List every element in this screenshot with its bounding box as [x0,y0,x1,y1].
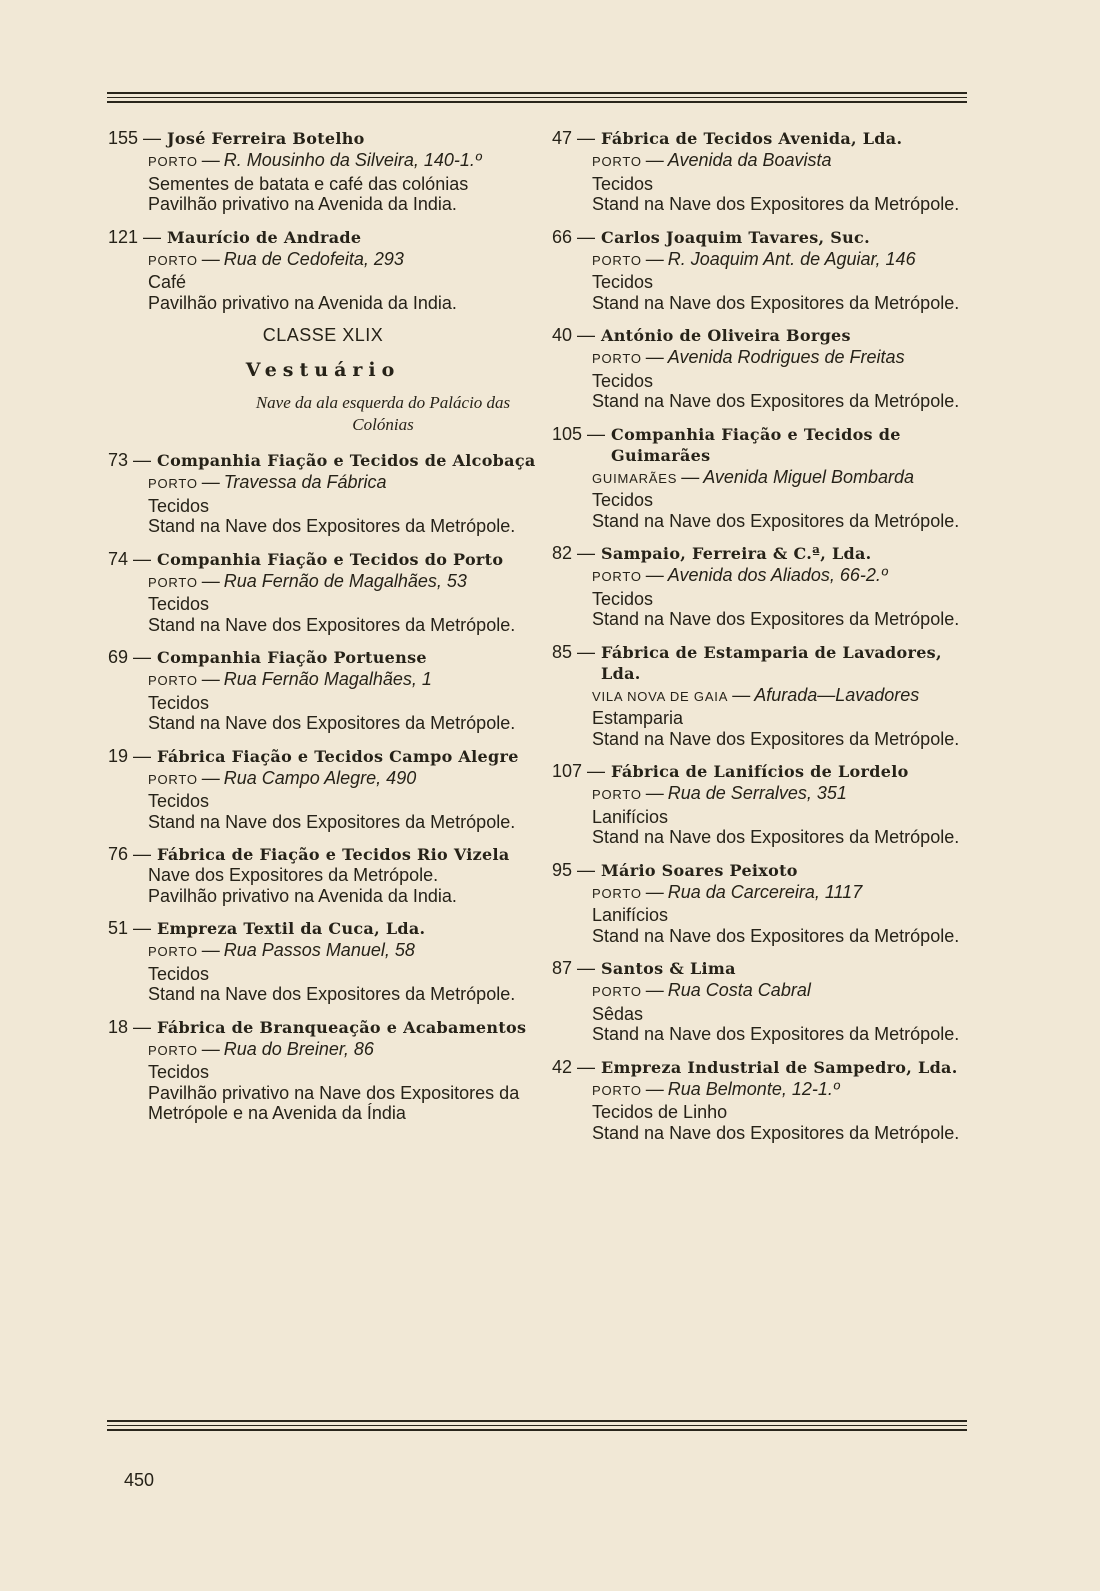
address-separator: — [645,248,664,269]
entry-address [592,685,982,708]
address-separator: — [201,669,220,689]
entry-description-line: Tecidos [592,173,654,194]
entry-description-line: Tecidos [592,490,654,510]
entry-description-line: Stand na Nave dos Expositores da Metrópole. [148,516,516,536]
entry-header [552,642,982,684]
right-entries [552,128,982,1143]
exhibitor-name: Carlos Joaquim Tavares, Suc. [601,227,870,247]
address-separator: — [201,150,220,170]
entry-header [552,424,982,466]
address-city: PORTO [592,569,642,584]
entry-description-line: Stand na Nave dos Expositores da Metrópole. [592,609,960,629]
entry-address [148,669,538,692]
entry-description-line: Stand na Nave dos Expositores da Metrópole. [148,713,516,733]
entry-header [108,844,538,865]
entry-description-line: Lanifícios [592,905,669,925]
entry-number: 105 — [552,423,606,444]
address-city: PORTO [592,984,642,999]
exhibitor-entry [552,761,982,848]
address-separator: — [645,1078,664,1099]
entry-header [552,543,982,564]
entry-description-line: Pavilhão privativo na Avenida da India. [148,292,457,313]
exhibitor-name: José Ferreira Botelho [167,129,365,148]
address-separator: — [732,684,751,705]
entry-address [148,1039,538,1062]
address-city: PORTO [592,351,642,366]
entry-description-line: Stand na Nave dos Expositores da Metrópole. [592,510,960,531]
entry-address [148,768,538,791]
entry-description-line: Lanifícios [592,806,669,827]
address-street: Rua da Carcereira, 1117 [667,881,863,902]
entry-number: 87 — [552,958,596,978]
entry-address [148,150,538,173]
entry-description-line: Estamparia [592,708,684,728]
class-heading: CLASSE XLIX [262,325,384,345]
address-city: PORTO [592,787,642,802]
address-street: Rua Fernão Magalhães, 1 [223,669,432,689]
entry-header [108,227,538,248]
exhibitor-entry [108,1017,538,1124]
address-street: Travessa da Fábrica [223,472,387,492]
address-separator: — [201,940,220,960]
bottom-rule [107,1420,967,1434]
address-separator: — [201,767,220,788]
entry-number: 155 — [108,128,162,148]
entry-description-line: Stand na Nave dos Expositores da Metrópole. [148,811,516,832]
entry-number: 107 — [552,761,606,781]
entry-description-line: Stand na Nave dos Expositores da Metrópole. [148,614,516,635]
exhibitor-name: Empreza Textil da Cuca, Lda. [157,919,426,938]
address-separator: — [645,347,664,367]
exhibitor-name: António de Oliveira Borges [601,326,851,345]
entry-address [148,249,538,272]
address-separator: — [645,980,664,1000]
address-separator: — [201,1038,220,1059]
exhibitor-name: Fábrica de Estamparia de Lavadores, Lda. [601,642,942,683]
entry-description-line: Tecidos [148,791,210,811]
entry-address [148,472,538,495]
entry-address [592,1079,982,1102]
entry-description-line: Stand na Nave dos Expositores da Metrópole. [592,194,960,214]
entry-description-line: Tecidos [148,1062,210,1082]
address-city: PORTO [592,154,642,169]
exhibitor-name: Fábrica de Fiação e Tecidos Rio Vizela [157,845,510,864]
exhibitor-entry [108,549,538,636]
entry-number: 76 — [108,844,152,864]
entry-address [592,249,982,272]
address-street: Avenida Miguel Bombarda [703,466,915,487]
entry-header [552,128,982,149]
exhibitor-entry [108,128,538,215]
entry-description-line: Pavilhão privativo na Avenida da India. [148,194,457,214]
address-street: Afurada—Lavadores [754,684,920,705]
exhibitor-name: Companhia Fiação e Tecidos de Guimarães [611,424,901,465]
address-street: Rua Fernão de Magalhães, 53 [223,570,467,591]
entry-address [592,467,982,490]
entry-description-line: Stand na Nave dos Expositores da Metrópole. [592,925,960,946]
address-separator: — [201,472,220,492]
right-column [552,128,982,1155]
entry-description-line: Tecidos [148,594,210,614]
entry-header [108,746,538,767]
entry-header [108,647,538,668]
exhibitor-name: Fábrica de Tecidos Avenida, Lda. [601,129,903,148]
entry-description-line: Tecidos [148,692,210,713]
exhibitor-entry [108,746,538,833]
address-street: R. Joaquim Ant. de Aguiar, 146 [667,248,916,269]
entry-header [108,1017,538,1038]
entry-address [592,882,982,905]
address-city: PORTO [148,476,198,491]
address-city: PORTO [148,944,198,959]
address-street: Rua Campo Alegre, 490 [223,767,417,788]
exhibitor-name: Santos & Lima [601,959,736,978]
address-city: PORTO [148,252,198,268]
address-street: Rua Passos Manuel, 58 [223,940,415,960]
address-city: PORTO [592,885,642,901]
exhibitor-entry [552,642,982,750]
entry-number: 74 — [108,548,152,569]
address-separator: — [645,565,664,585]
address-city: PORTO [148,154,198,169]
entry-header [108,549,538,570]
address-street: Avenida da Boavista [667,150,832,170]
entry-description-line: Tecidos de Linho [592,1102,728,1122]
entry-description-line: Tecidos [592,588,654,609]
exhibitor-entry [552,325,982,412]
entry-address [592,150,982,173]
entry-description-line: Tecidos [148,963,210,984]
entry-description-line: Stand na Nave dos Expositores da Metrópole. [592,827,960,847]
address-city: PORTO [592,1082,642,1098]
exhibitor-entry [108,918,538,1005]
address-separator: — [645,783,664,803]
entry-description-line: Tecidos [592,370,654,391]
entry-header [552,860,982,881]
entry-header [108,918,538,939]
exhibitor-name: Fábrica de Lanifícios de Lordelo [611,762,909,781]
address-separator: — [681,466,700,487]
entry-number: 18 — [108,1016,152,1037]
exhibitor-name: Sampaio, Ferreira & C.ª, Lda. [601,544,872,563]
entry-address [148,940,538,963]
left-column [108,128,538,1136]
section-title: Vestuário [245,358,401,381]
address-separator: — [201,570,220,591]
top-rule [107,92,967,106]
exhibitor-entry [108,227,538,314]
exhibitor-name: Mário Soares Peixoto [601,860,798,880]
entry-description-line: Stand na Nave dos Expositores da Metrópole. [592,1024,960,1044]
entry-description-line: Stand na Nave dos Expositores da Metrópole. [148,984,516,1004]
entry-number: 47 — [552,128,596,148]
exhibitor-entry [552,1057,982,1144]
left-top-entries [108,128,538,313]
exhibitor-entry [108,844,538,906]
entry-description-line: Sementes de batata e café das colónias [148,173,469,194]
address-street: Rua Costa Cabral [667,980,811,1000]
address-street: Rua de Cedofeita, 293 [223,248,404,269]
entry-address [148,571,538,594]
entry-header [108,450,538,471]
entry-description-line: Stand na Nave dos Expositores da Metrópole. [592,728,960,749]
exhibitor-entry [552,543,982,630]
address-city: PORTO [148,574,198,590]
entry-number: 66 — [552,226,596,247]
address-street: Rua de Serralves, 351 [667,783,847,803]
address-city: PORTO [592,252,642,268]
entry-header [552,325,982,346]
exhibitor-entry [108,647,538,734]
entry-header [552,958,982,979]
entry-number: 95 — [552,859,596,880]
address-separator: — [201,248,220,269]
entry-header [108,128,538,149]
entry-header [552,761,982,782]
page-number: 450 [124,1470,155,1490]
address-city: VILA NOVA DE GAIA [592,688,729,704]
address-city: PORTO [148,1042,198,1058]
entry-address [592,347,982,370]
exhibitor-entry [552,958,982,1045]
entry-address [592,980,982,1003]
address-street: R. Mousinho da Silveira, 140-1.º [223,150,482,170]
entry-description-line: Pavilhão privativo na Avenida da India. [148,885,457,906]
entry-number: 69 — [108,647,152,667]
entry-description-line: Stand na Nave dos Expositores da Metrópole. [592,1122,960,1143]
exhibitor-name: Companhia Fiação e Tecidos de Alcobaça [157,451,536,470]
entry-number: 121 — [108,226,162,247]
entry-header [552,227,982,248]
address-street: Rua do Breiner, 86 [223,1038,374,1059]
exhibitor-name: Companhia Fiação e Tecidos do Porto [157,549,504,569]
address-separator: — [645,150,664,170]
left-entries [108,450,538,1124]
section-subtitle: Nave da ala esquerda do Palácio das Colónias [255,393,511,434]
entry-number: 42 — [552,1056,596,1077]
entry-description-line: Tecidos [148,495,210,516]
entry-number: 19 — [108,745,152,766]
exhibitor-entry [552,860,982,947]
address-street: Avenida Rodrigues de Freitas [667,347,905,367]
entry-number: 40 — [552,325,596,345]
entry-description-line: Tecidos [592,272,654,292]
entry-address [592,565,982,588]
address-city: PORTO [148,771,198,787]
entry-description-line: Pavilhão privativo na Nave dos Expositores da Metrópole e na Avenida da Índia [148,1082,520,1123]
exhibitor-name: Empreza Industrial de Sampedro, Lda. [601,1057,958,1077]
exhibitor-name: Fábrica Fiação e Tecidos Campo Alegre [157,746,519,766]
entry-address [592,783,982,806]
entry-description-line: Stand na Nave dos Expositores da Metrópole. [592,292,960,313]
exhibitor-name: Companhia Fiação Portuense [157,648,427,667]
entry-description-line: Sêdas [592,1003,644,1024]
exhibitor-entry [108,450,538,537]
entry-description-line: Nave dos Expositores da Metrópole. [148,865,439,885]
address-city: PORTO [148,673,198,688]
exhibitor-entry [552,128,982,215]
entry-number: 85 — [552,641,596,662]
entry-header [552,1057,982,1078]
address-city: GUIMARÃES [592,470,678,486]
address-street: Rua Belmonte, 12-1.º [667,1078,840,1099]
entry-description-line: Café [148,272,187,292]
exhibitor-name: Fábrica de Branqueação e Acabamentos [157,1017,527,1037]
address-separator: — [645,881,664,902]
entry-number: 51 — [108,918,152,938]
exhibitor-name: Maurício de Andrade [167,227,362,247]
entry-description-line: Stand na Nave dos Expositores da Metrópole. [592,391,960,411]
entry-number: 73 — [108,450,152,470]
exhibitor-entry [552,227,982,314]
entry-number: 82 — [552,543,596,563]
exhibitor-entry [552,424,982,532]
address-street: Avenida dos Aliados, 66-2.º [667,565,888,585]
